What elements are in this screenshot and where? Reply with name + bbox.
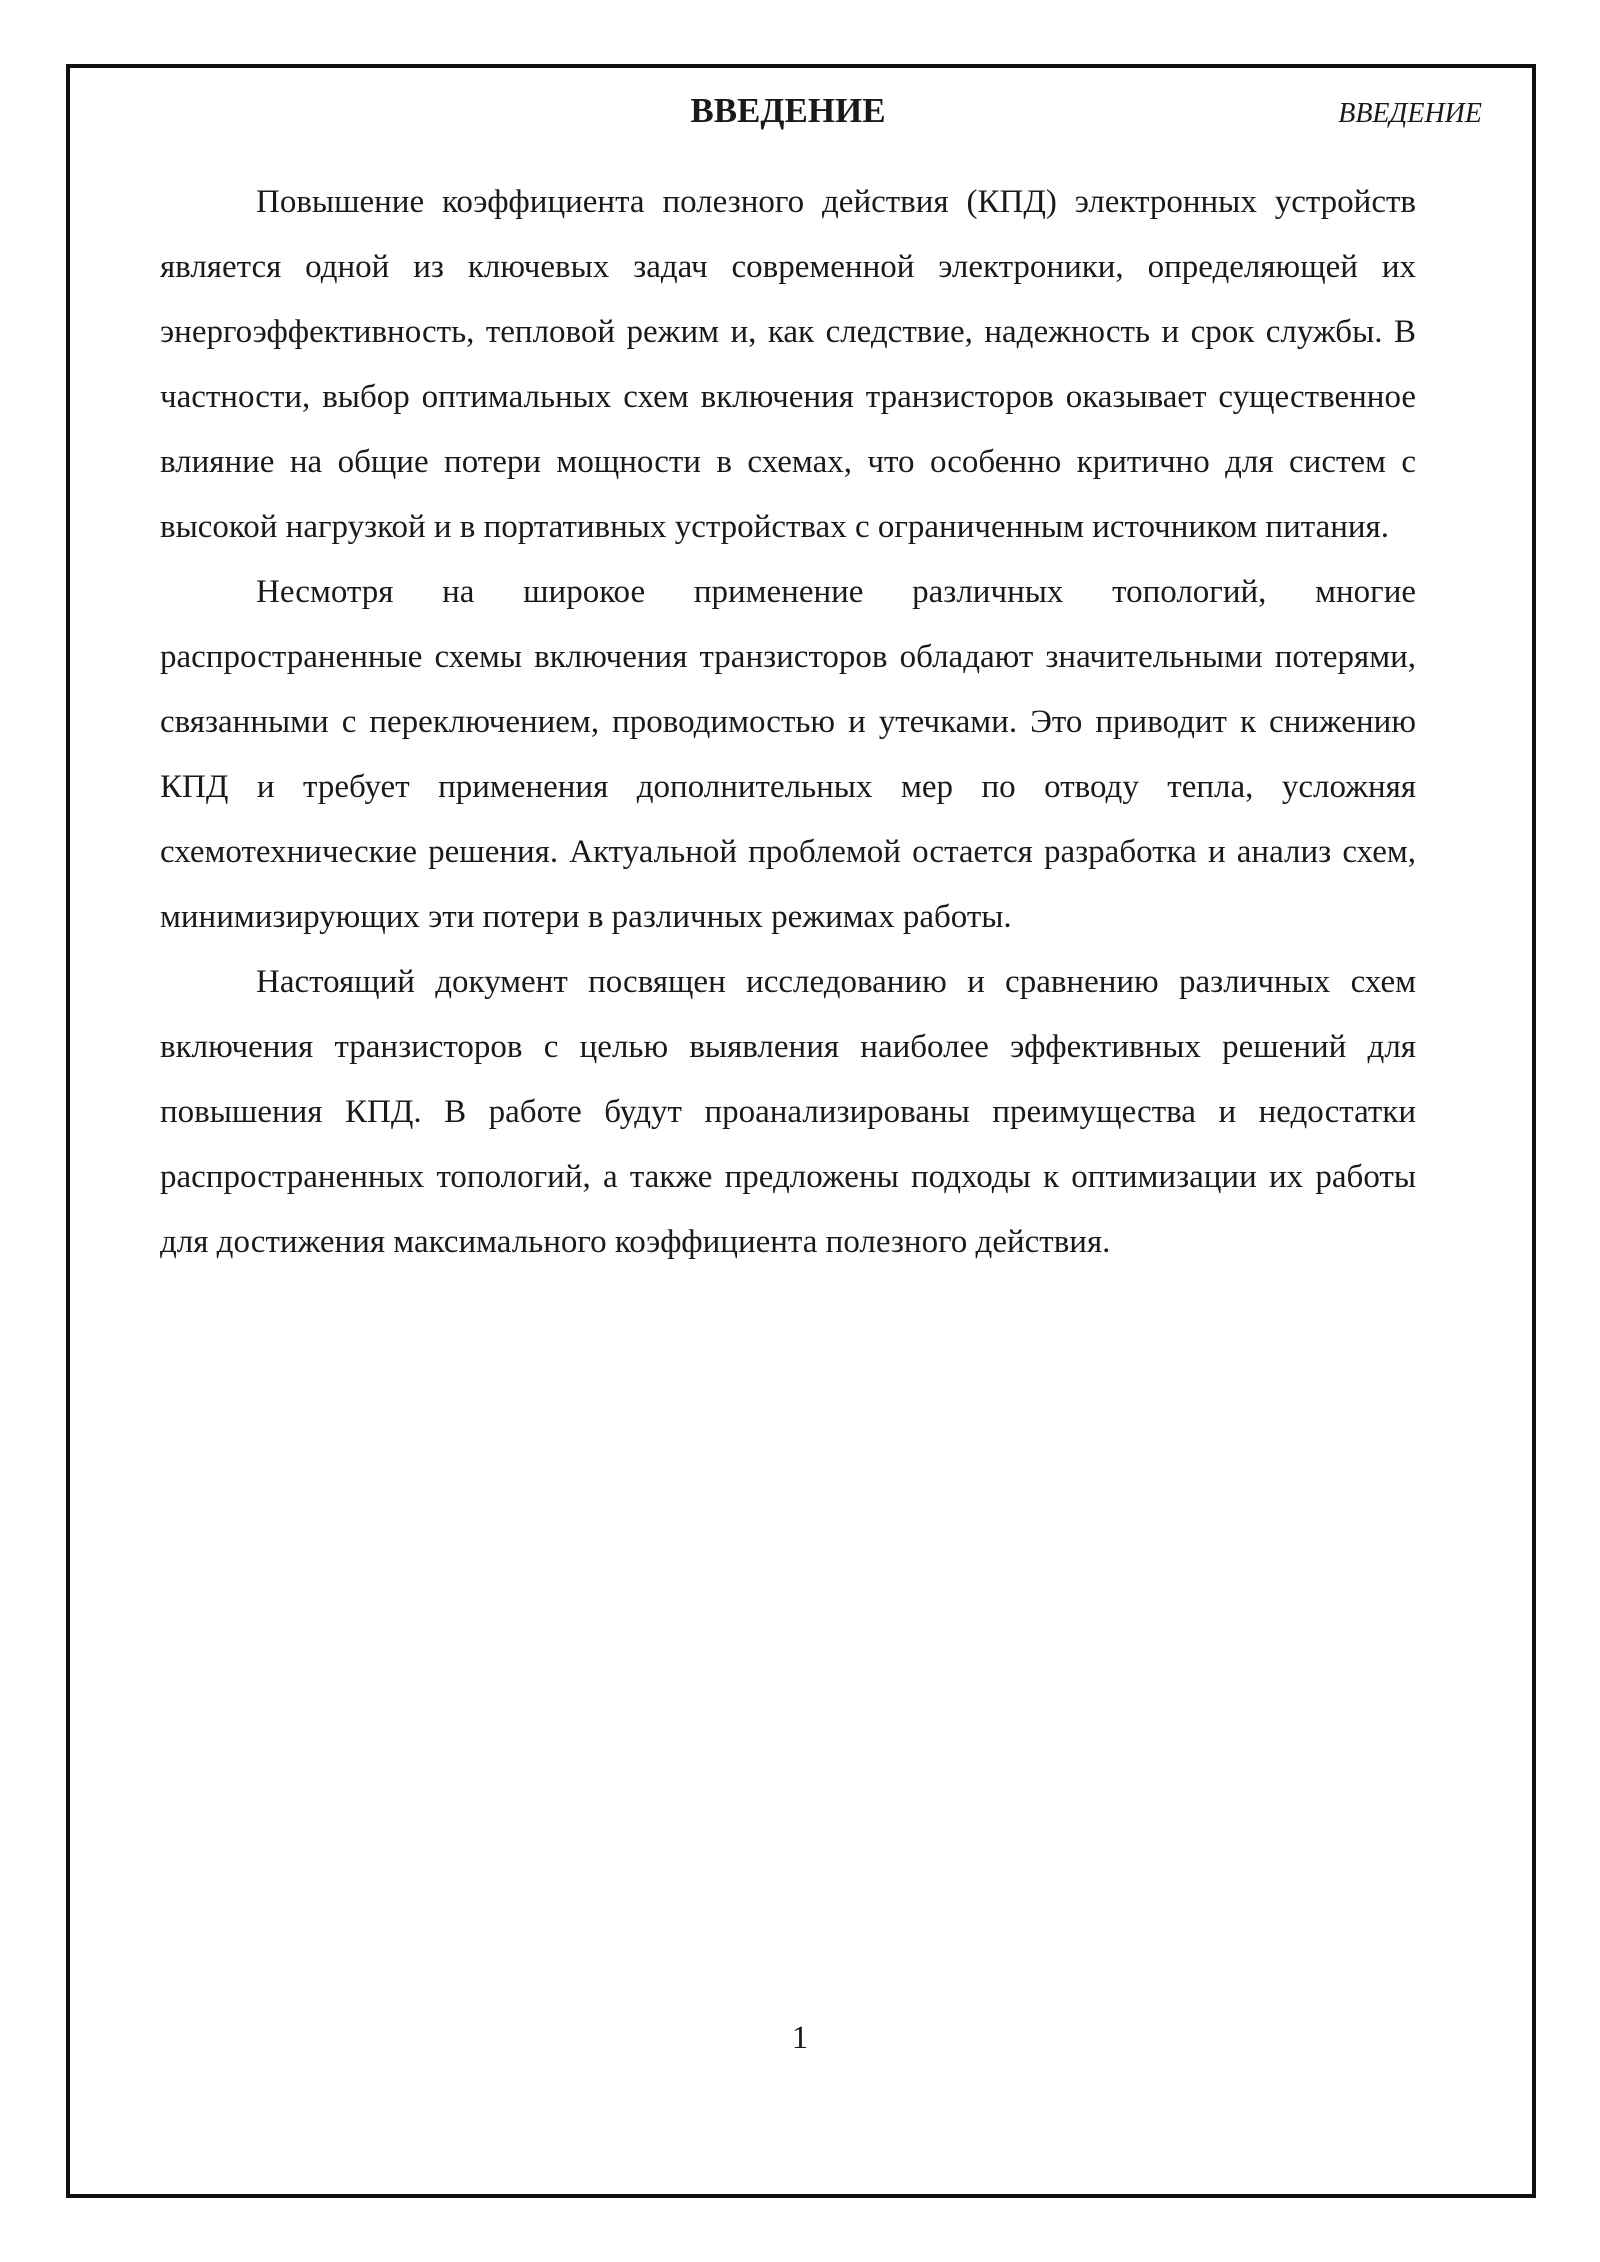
running-header: ВВЕДЕНИЕ — [1338, 98, 1482, 129]
paragraph-3: Настоящий документ посвящен исследованию и сравнению различных схем включения транзисторов с целью выявления наиболее эффективных решений для повышения КПД. В работе будут проанализированы преимущества и недостатки распространенных топологий, а также предложены подходы к оптимизации их работы для достижения максимального коэффициента полезного действия. — [160, 964, 1416, 1260]
page-number: 1 — [791, 2020, 809, 2056]
page-title: ВВЕДЕНИЕ — [690, 91, 886, 130]
paragraph-1: Повышение коэффициента полезного действия (КПД) электронных устройств является одной из ключевых задач современной электроники, определяющей их энергоэффективность, тепловой режим и, как следствие, надежность и срок службы. В частности, выбор оптимальных схем включения транзисторов оказывает существенное влияние на общие потери мощности в схемах, что особенно критично для систем с высокой нагрузкой и в портативных устройствах с ограниченным источником питания. — [160, 184, 1416, 545]
page-content — [160, 90, 1416, 1275]
paragraph-2: Несмотря на широкое применение различных топологий, многие распространенные схемы включения транзисторов обладают значительными потерями, связанными с переключением, проводимостью и утечками. Это приводит к снижению КПД и требует применения дополнительных мер по отводу тепла, усложняя схемотехнические решения. Актуальной проблемой остается разработка и анализ схем, минимизирующих эти потери в различных режимах работы. — [160, 574, 1416, 935]
